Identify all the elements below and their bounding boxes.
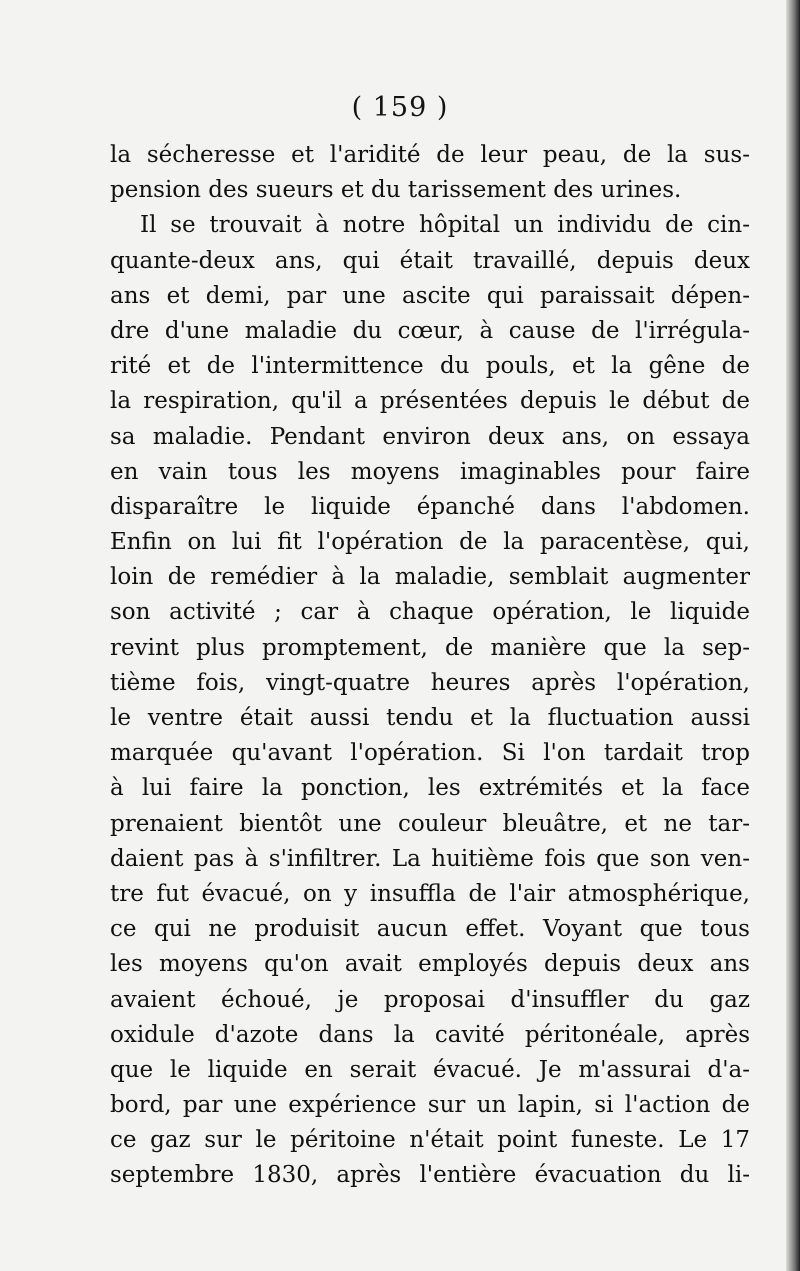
- text-line: revint plus promptement, de manière que la sep-: [110, 634, 750, 661]
- page-number: ( 159 ): [351, 92, 449, 123]
- text-line: dre d'une maladie du cœur, à cause de l'irrégula-: [110, 317, 750, 344]
- text-line: ans et demi, par une ascite qui paraissait dépen-: [110, 282, 750, 309]
- text-line: en vain tous les moyens imaginables pour faire: [110, 458, 750, 485]
- text-line: septembre 1830, après l'entière évacuation du li-: [110, 1162, 750, 1189]
- text-line: daient pas à s'infiltrer. La huitième fois que son ven-: [110, 845, 750, 872]
- text-line: les moyens qu'on avait employés depuis deux ans: [110, 951, 750, 978]
- text-line: ce qui ne produisit aucun effet. Voyant que tous: [110, 916, 750, 943]
- text-line: marquée qu'avant l'opération. Si l'on tardait trop: [110, 740, 750, 767]
- text-line: que le liquide en serait évacué. Je m'assurai d'a-: [110, 1056, 750, 1083]
- body-text: [110, 138, 750, 1194]
- text-line: pension des sueurs et du tarissement des urines.: [110, 177, 682, 204]
- text-line: avaient échoué, je proposai d'insuffler du gaz: [110, 986, 750, 1013]
- text-line: Enfin on lui fit l'opération de la paracentèse, qui,: [110, 529, 750, 556]
- text-line: bord, par une expérience sur un lapin, si l'action de: [110, 1092, 750, 1119]
- text-line: disparaître le liquide épanché dans l'abdomen.: [110, 493, 750, 520]
- text-line: tième fois, vingt-quatre heures après l'opération,: [110, 669, 750, 696]
- text-line: son activité ; car à chaque opération, le liquide: [110, 599, 750, 626]
- text-line: prenaient bientôt une couleur bleuâtre, et ne tar-: [110, 810, 750, 837]
- text-line: oxidule d'azote dans la cavité péritonéale, après: [110, 1021, 750, 1048]
- text-line: à lui faire la ponction, les extrémités et la face: [110, 775, 750, 802]
- text-line: la respiration, qu'il a présentées depuis le début de: [110, 388, 750, 415]
- text-line: Il se trouvait à notre hôpital un individu de cin-: [140, 212, 750, 239]
- text-line: rité et de l'intermittence du pouls, et la gêne de: [110, 353, 750, 380]
- text-line: la sécheresse et l'aridité de leur peau, de la sus-: [110, 142, 750, 168]
- text-line: quante-deux ans, qui était travaillé, depuis deux: [110, 247, 750, 274]
- text-line: ce gaz sur le péritoine n'était point funeste. Le 17: [110, 1127, 750, 1154]
- text-line: sa maladie. Pendant environ deux ans, on essaya: [110, 423, 750, 450]
- text-line: le ventre était aussi tendu et la fluctuation aussi: [110, 705, 750, 731]
- page-edge-shadow: [786, 0, 800, 1271]
- text-line: loin de remédier à la maladie, semblait augmenter: [110, 564, 750, 591]
- text-line: tre fut évacué, on y insuffla de l'air atmosphérique,: [110, 880, 750, 907]
